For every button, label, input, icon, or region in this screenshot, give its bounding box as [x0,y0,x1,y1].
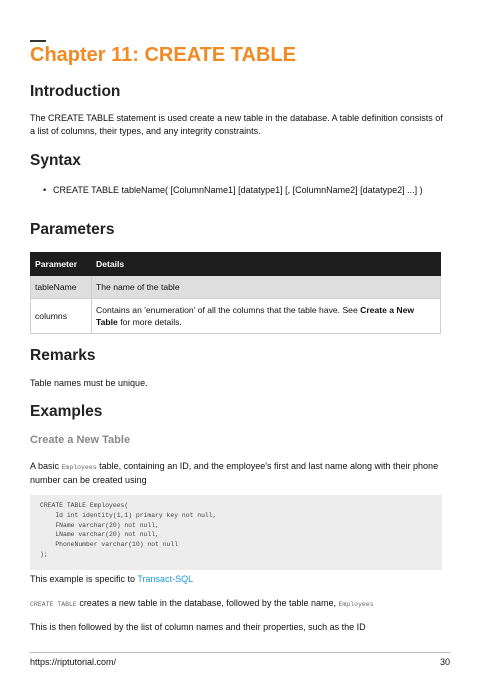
p2-text: This example is specific to [30,574,138,584]
transact-sql-link[interactable]: Transact-SQL [137,574,194,584]
details-bold-link-text: Create a New Table [96,305,415,327]
table-cell-param: tableName [31,276,92,299]
bullet-icon: • [43,185,47,195]
table-cell-details [92,299,441,334]
footer-url: https://riptutorial.com/ [30,657,117,667]
details-text: Contains an 'enumeration' of all the columns that the table have. See [96,305,361,315]
syntax-text: CREATE TABLE tableName( [ColumnName1] [datatype1] [, [ColumnName2] [datatype2] ...] ) [53,185,423,195]
code-block: CREATE TABLE Employees( Id int identity(1,1) primary key not null, FName varchar(20) not null, LName varchar(20) not null, PhoneNumber varchar(10) not null ); [30,495,442,570]
p1-text-end: table, containing an ID, and the employee's first and last name along with their phone number can be created using [30,461,439,485]
parameters-heading: Parameters [30,221,115,238]
example-paragraph-1 [30,460,445,487]
footer-divider [30,652,450,653]
table-header-row [31,253,441,276]
example-paragraph-2 [30,573,445,586]
examples-heading: Examples [30,403,103,420]
table-row [31,299,441,334]
table-header-parameter: Parameter [31,253,92,276]
table-header-details: Details [92,253,441,276]
introduction-text: The CREATE TABLE statement is used create a new table in the database. A table definition consists of a list of columns, their types, and any integrity constraints. [30,113,443,136]
inline-code-employees: Employees [61,464,97,471]
remarks-heading: Remarks [30,347,96,364]
details-text-suffix: for more details. [117,317,182,327]
table-cell-details: The name of the table [92,276,441,299]
example-paragraph-3 [30,597,445,611]
introduction-heading: Introduction [30,83,121,100]
p1-text-start: A basic [30,461,62,471]
syntax-list-item [43,184,443,197]
chapter-rule [30,40,46,42]
inline-code-create-table: CREATE TABLE [30,601,77,608]
example-paragraph-4: This is then followed by the list of column names and their properties, such as the ID [30,622,366,632]
table-cell-param: columns [31,299,92,334]
p3-text: creates a new table in the database, followed by the table name, [76,598,339,608]
inline-code-employees-2: Employees [338,601,374,608]
example-subheading: Create a New Table [30,434,131,446]
page-number: 30 [439,657,450,667]
table-row [31,276,441,299]
syntax-heading: Syntax [30,152,81,169]
remarks-text: Table names must be unique. [30,378,148,388]
parameters-table [30,252,441,334]
chapter-title: Chapter 11: CREATE TABLE [30,44,296,66]
